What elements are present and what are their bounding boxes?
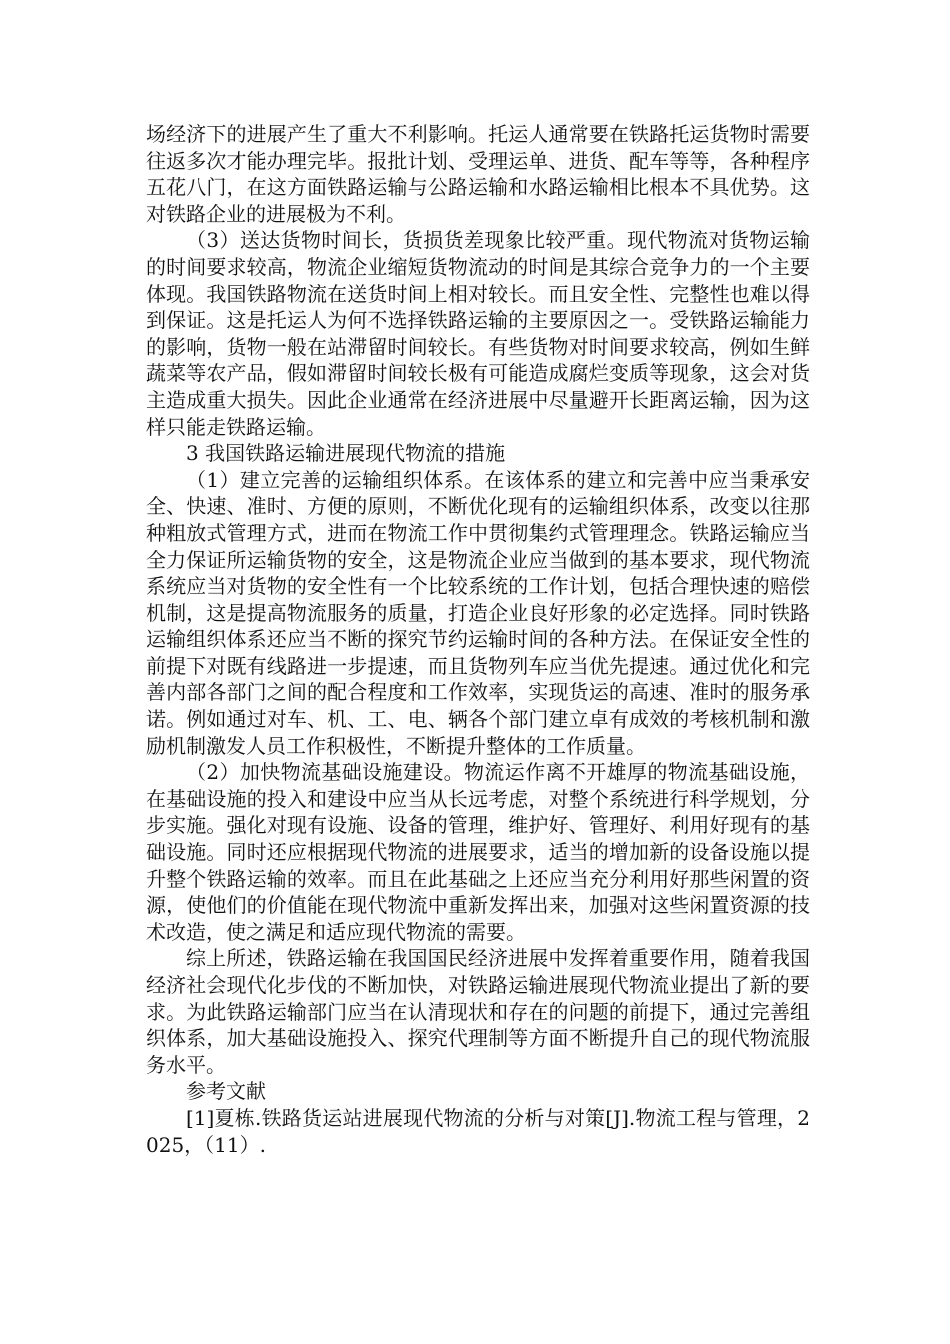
body-paragraph: （3）送达货物时间长，货损货差现象比较严重。现代物流对货物运输的时间要求较高，物流企业缩短货物流动的时间是其综合竞争力的一个主要体现。我国铁路物流在送货时间上相对较长。而且安全性、完整性也难以得到保证。这是托运人为何不选择铁路运输的主要原因之一。受铁路运输能力的影响，货物一般在站滞留时间较长。有些货物对时间要求较高，例如生鲜蔬菜等农产品，假如滞留时间较长极有可能造成腐烂变质等现象，这会对货主造成重大损失。因此企业通常在经济进展中尽量避开长距离运输，因为这样只能走铁路运输。: [146, 228, 810, 439]
document-page: [146, 121, 810, 1158]
body-paragraph: 场经济下的进展产生了重大不利影响。托运人通常要在铁路托运货物时需要往返多次才能办理完毕。报批计划、受理运单、进货、配车等等，各种程序五花八门，在这方面铁路运输与公路运输和水路运输相比根本不具优势。这对铁路企业的进展极为不利。: [146, 122, 810, 226]
references-heading: 参考文献: [186, 1079, 266, 1104]
body-paragraph: （1）建立完善的运输组织体系。在该体系的建立和完善中应当秉承安全、快速、准时、方便的原则，不断优化现有的运输组织体系，改变以往那种粗放式管理方式，进而在物流工作中贯彻集约式管理理念。铁路运输应当全力保证所运输货物的安全，这是物流企业应当做到的基本要求，现代物流系统应当对货物的安全性有一个比较系统的工作计划，包括合理快速的赔偿机制，这是提高物流服务的质量，打造企业良好形象的必定选择。同时铁路运输组织体系还应当不断的探究节约运输时间的各种方法。在保证安全性的前提下对既有线路进一步提速，而且货物列车应当优先提速。通过优化和完善内部各部门之间的配合程度和工作效率，实现货运的高速、准时的服务承诺。例如通过对车、机、工、电、辆各个部门建立卓有成效的考核机制和激励机制激发人员工作积极性，不断提升整体的工作质量。: [146, 467, 810, 758]
reference-item: [1]夏栋.铁路货运站进展现代物流的分析与对策[J].物流工程与管理，2025，（11）.: [146, 1105, 810, 1157]
body-paragraph: （2）加快物流基础设施建设。物流运作离不开雄厚的物流基础设施，在基础设施的投入和建设中应当从长远考虑，对整个系统进行科学规划，分步实施。强化对现有设施、设备的管理，维护好、管理好、利用好现有的基础设施。同时还应根据现代物流的进展要求，适当的增加新的设备设施以提升整个铁路运输的效率。而且在此基础之上还应当充分利用好那些闲置的资源，使他们的价值能在现代物流中重新发挥出来，加强对这些闲置资源的技术改造，使之满足和适应现代物流的需要。: [146, 760, 810, 944]
conclusion-paragraph: 综上所述，铁路运输在我国国民经济进展中发挥着重要作用，随着我国经济社会现代化步伐的不断加快，对铁路运输进展现代物流业提出了新的要求。为此铁路运输部门应当在认清现状和存在的问题的前提下，通过完善组织体系，加大基础设施投入、探究代理制等方面不断提升自己的现代物流服务水平。: [146, 946, 810, 1077]
section-heading: 3 我国铁路运输进展现代物流的措施: [186, 441, 506, 466]
